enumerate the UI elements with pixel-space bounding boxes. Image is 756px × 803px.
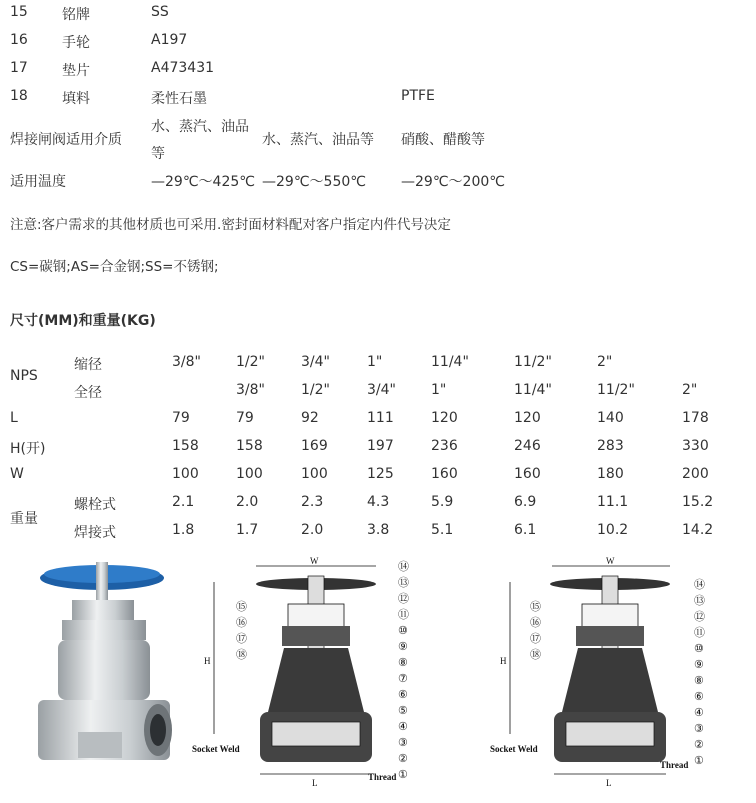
row16-a: A197 [151, 32, 188, 48]
dims-title: 尺寸(MM)和重量(KG) [10, 313, 156, 329]
cell: 2.1 [172, 494, 195, 510]
cell: 92 [301, 410, 319, 426]
svg-text:⑥: ⑥ [398, 689, 408, 701]
cell: 4.3 [367, 494, 390, 510]
row17-a: A473431 [151, 60, 215, 76]
row18-part: 填料 [62, 91, 90, 107]
svg-text:⑫: ⑫ [398, 593, 409, 605]
cell: 15.2 [682, 494, 714, 510]
nps-full: 3/4" [367, 382, 396, 398]
svg-text:⑨: ⑨ [398, 641, 408, 653]
svg-text:⑩: ⑩ [398, 625, 408, 637]
row15-part: 铭牌 [62, 7, 90, 23]
w-label: W [310, 556, 319, 566]
nps-reduced: 3/8" [172, 354, 201, 370]
cell: 10.2 [597, 522, 629, 538]
nps-full: 2" [682, 382, 698, 398]
svg-text:⑭: ⑭ [694, 579, 705, 591]
svg-text:⑮: ⑮ [530, 601, 541, 613]
nps-full: 1/2" [301, 382, 330, 398]
reduced-label: 缩径 [74, 357, 102, 373]
svg-text:⑫: ⑫ [694, 611, 705, 623]
nps-full: 11/2" [597, 382, 635, 398]
socket-weld-label: Socket Weld [192, 744, 240, 754]
cell: 160 [514, 466, 541, 482]
cell: 2.3 [301, 494, 324, 510]
row17-no: 17 [10, 60, 28, 76]
cell: 11.1 [597, 494, 629, 510]
valve-photo [28, 560, 178, 780]
medium-a1: 水、蒸汽、油品 [151, 119, 249, 135]
h-label: H [204, 656, 211, 666]
svg-text:③: ③ [694, 723, 704, 735]
svg-text:⑰: ⑰ [236, 633, 247, 645]
cell: 160 [431, 466, 458, 482]
cell: 120 [514, 410, 541, 426]
temp-label: 适用温度 [10, 174, 66, 190]
h-label: H [500, 656, 507, 666]
cell: 246 [514, 438, 541, 454]
svg-text:⑱: ⑱ [236, 649, 247, 661]
svg-text:⑰: ⑰ [530, 633, 541, 645]
svg-text:⑬: ⑬ [398, 577, 409, 589]
w-label: W [606, 556, 615, 566]
svg-text:⑭: ⑭ [398, 561, 409, 573]
row18-c: PTFE [401, 88, 435, 104]
svg-text:①: ① [398, 769, 408, 781]
socket-weld-label: Socket Weld [490, 744, 538, 754]
svg-text:⑨: ⑨ [694, 659, 704, 671]
nps-full: 11/4" [514, 382, 552, 398]
cell: 111 [367, 410, 394, 426]
cell: 140 [597, 410, 624, 426]
cell: 330 [682, 438, 709, 454]
weight-label: 重量 [10, 511, 38, 527]
abbrev-text: CS=碳钢;AS=合金钢;SS=不锈钢; [10, 259, 219, 275]
cell: 178 [682, 410, 709, 426]
nps-reduced: 11/2" [514, 354, 552, 370]
cell: 169 [301, 438, 328, 454]
row17-part: 垫片 [62, 63, 90, 79]
svg-text:⑯: ⑯ [236, 617, 247, 629]
cell: 197 [367, 438, 394, 454]
cell: 283 [597, 438, 624, 454]
svg-text:③: ③ [398, 737, 408, 749]
nps-reduced: 2" [597, 354, 613, 370]
thread-label: Thread [368, 772, 397, 782]
cell: 5.9 [431, 494, 454, 510]
svg-text:⑪: ⑪ [694, 627, 705, 639]
nps-reduced: 1" [367, 354, 383, 370]
cell: 2.0 [236, 494, 259, 510]
svg-text:⑱: ⑱ [530, 649, 541, 661]
cell: 125 [367, 466, 394, 482]
row-label: H(开) [10, 441, 46, 457]
nps-label: NPS [10, 368, 38, 384]
welded-label: 焊接式 [74, 525, 116, 541]
nps-reduced: 11/4" [431, 354, 469, 370]
svg-text:⑤: ⑤ [398, 705, 408, 717]
cell: 14.2 [682, 522, 714, 538]
nps-reduced: 1/2" [236, 354, 265, 370]
medium-c: 硝酸、醋酸等 [401, 132, 485, 148]
cell: 5.1 [431, 522, 454, 538]
svg-text:⑧: ⑧ [398, 657, 408, 669]
svg-text:④: ④ [398, 721, 408, 733]
svg-text:⑥: ⑥ [694, 691, 704, 703]
section-drawing-socket-weld [192, 556, 420, 790]
svg-text:⑧: ⑧ [694, 675, 704, 687]
cell: 100 [172, 466, 199, 482]
cell: 6.1 [514, 522, 537, 538]
svg-text:②: ② [398, 753, 408, 765]
full-label: 全径 [74, 385, 102, 401]
svg-text:⑪: ⑪ [398, 609, 409, 621]
medium-b: 水、蒸汽、油品等 [262, 132, 374, 148]
row-label: L [10, 410, 18, 426]
temp-b: —29℃～550℃ [262, 174, 366, 190]
svg-text:①: ① [694, 755, 704, 767]
cell: 158 [172, 438, 199, 454]
svg-text:④: ④ [694, 707, 704, 719]
cell: 100 [236, 466, 263, 482]
row16-part: 手轮 [62, 35, 90, 51]
row16-no: 16 [10, 32, 28, 48]
row15-no: 15 [10, 4, 28, 20]
cell: 3.8 [367, 522, 390, 538]
svg-text:⑯: ⑯ [530, 617, 541, 629]
temp-a: —29℃～425℃ [151, 174, 255, 190]
cell: 6.9 [514, 494, 537, 510]
medium-a2: 等 [151, 146, 165, 162]
nps-full: 1" [431, 382, 447, 398]
row15-a: SS [151, 4, 169, 20]
row-label: W [10, 466, 24, 482]
row18-no: 18 [10, 88, 28, 104]
svg-text:②: ② [694, 739, 704, 751]
nps-full: 3/8" [236, 382, 265, 398]
cell: 79 [236, 410, 254, 426]
section-drawing-threaded [490, 556, 716, 790]
cell: 2.0 [301, 522, 324, 538]
cell: 120 [431, 410, 458, 426]
cell: 79 [172, 410, 190, 426]
cell: 1.7 [236, 522, 259, 538]
row18-a: 柔性石墨 [151, 91, 207, 107]
svg-text:⑩: ⑩ [694, 643, 704, 655]
svg-text:⑦: ⑦ [398, 673, 408, 685]
svg-text:⑬: ⑬ [694, 595, 705, 607]
threaded-label: 螺栓式 [74, 497, 116, 513]
cell: 100 [301, 466, 328, 482]
note-text: 注意:客户需求的其他材质也可采用.密封面材料配对客户指定内件代号决定 [10, 217, 451, 233]
cell: 158 [236, 438, 263, 454]
temp-c: —29℃～200℃ [401, 174, 505, 190]
cell: 200 [682, 466, 709, 482]
svg-text:⑮: ⑮ [236, 601, 247, 613]
cell: 236 [431, 438, 458, 454]
cell: 1.8 [172, 522, 195, 538]
nps-reduced: 3/4" [301, 354, 330, 370]
l-label: L [312, 778, 318, 788]
l-label: L [606, 778, 612, 788]
cell: 180 [597, 466, 624, 482]
medium-label: 焊接闸阀适用介质 [10, 132, 122, 148]
thread-label: Thread [660, 760, 689, 770]
